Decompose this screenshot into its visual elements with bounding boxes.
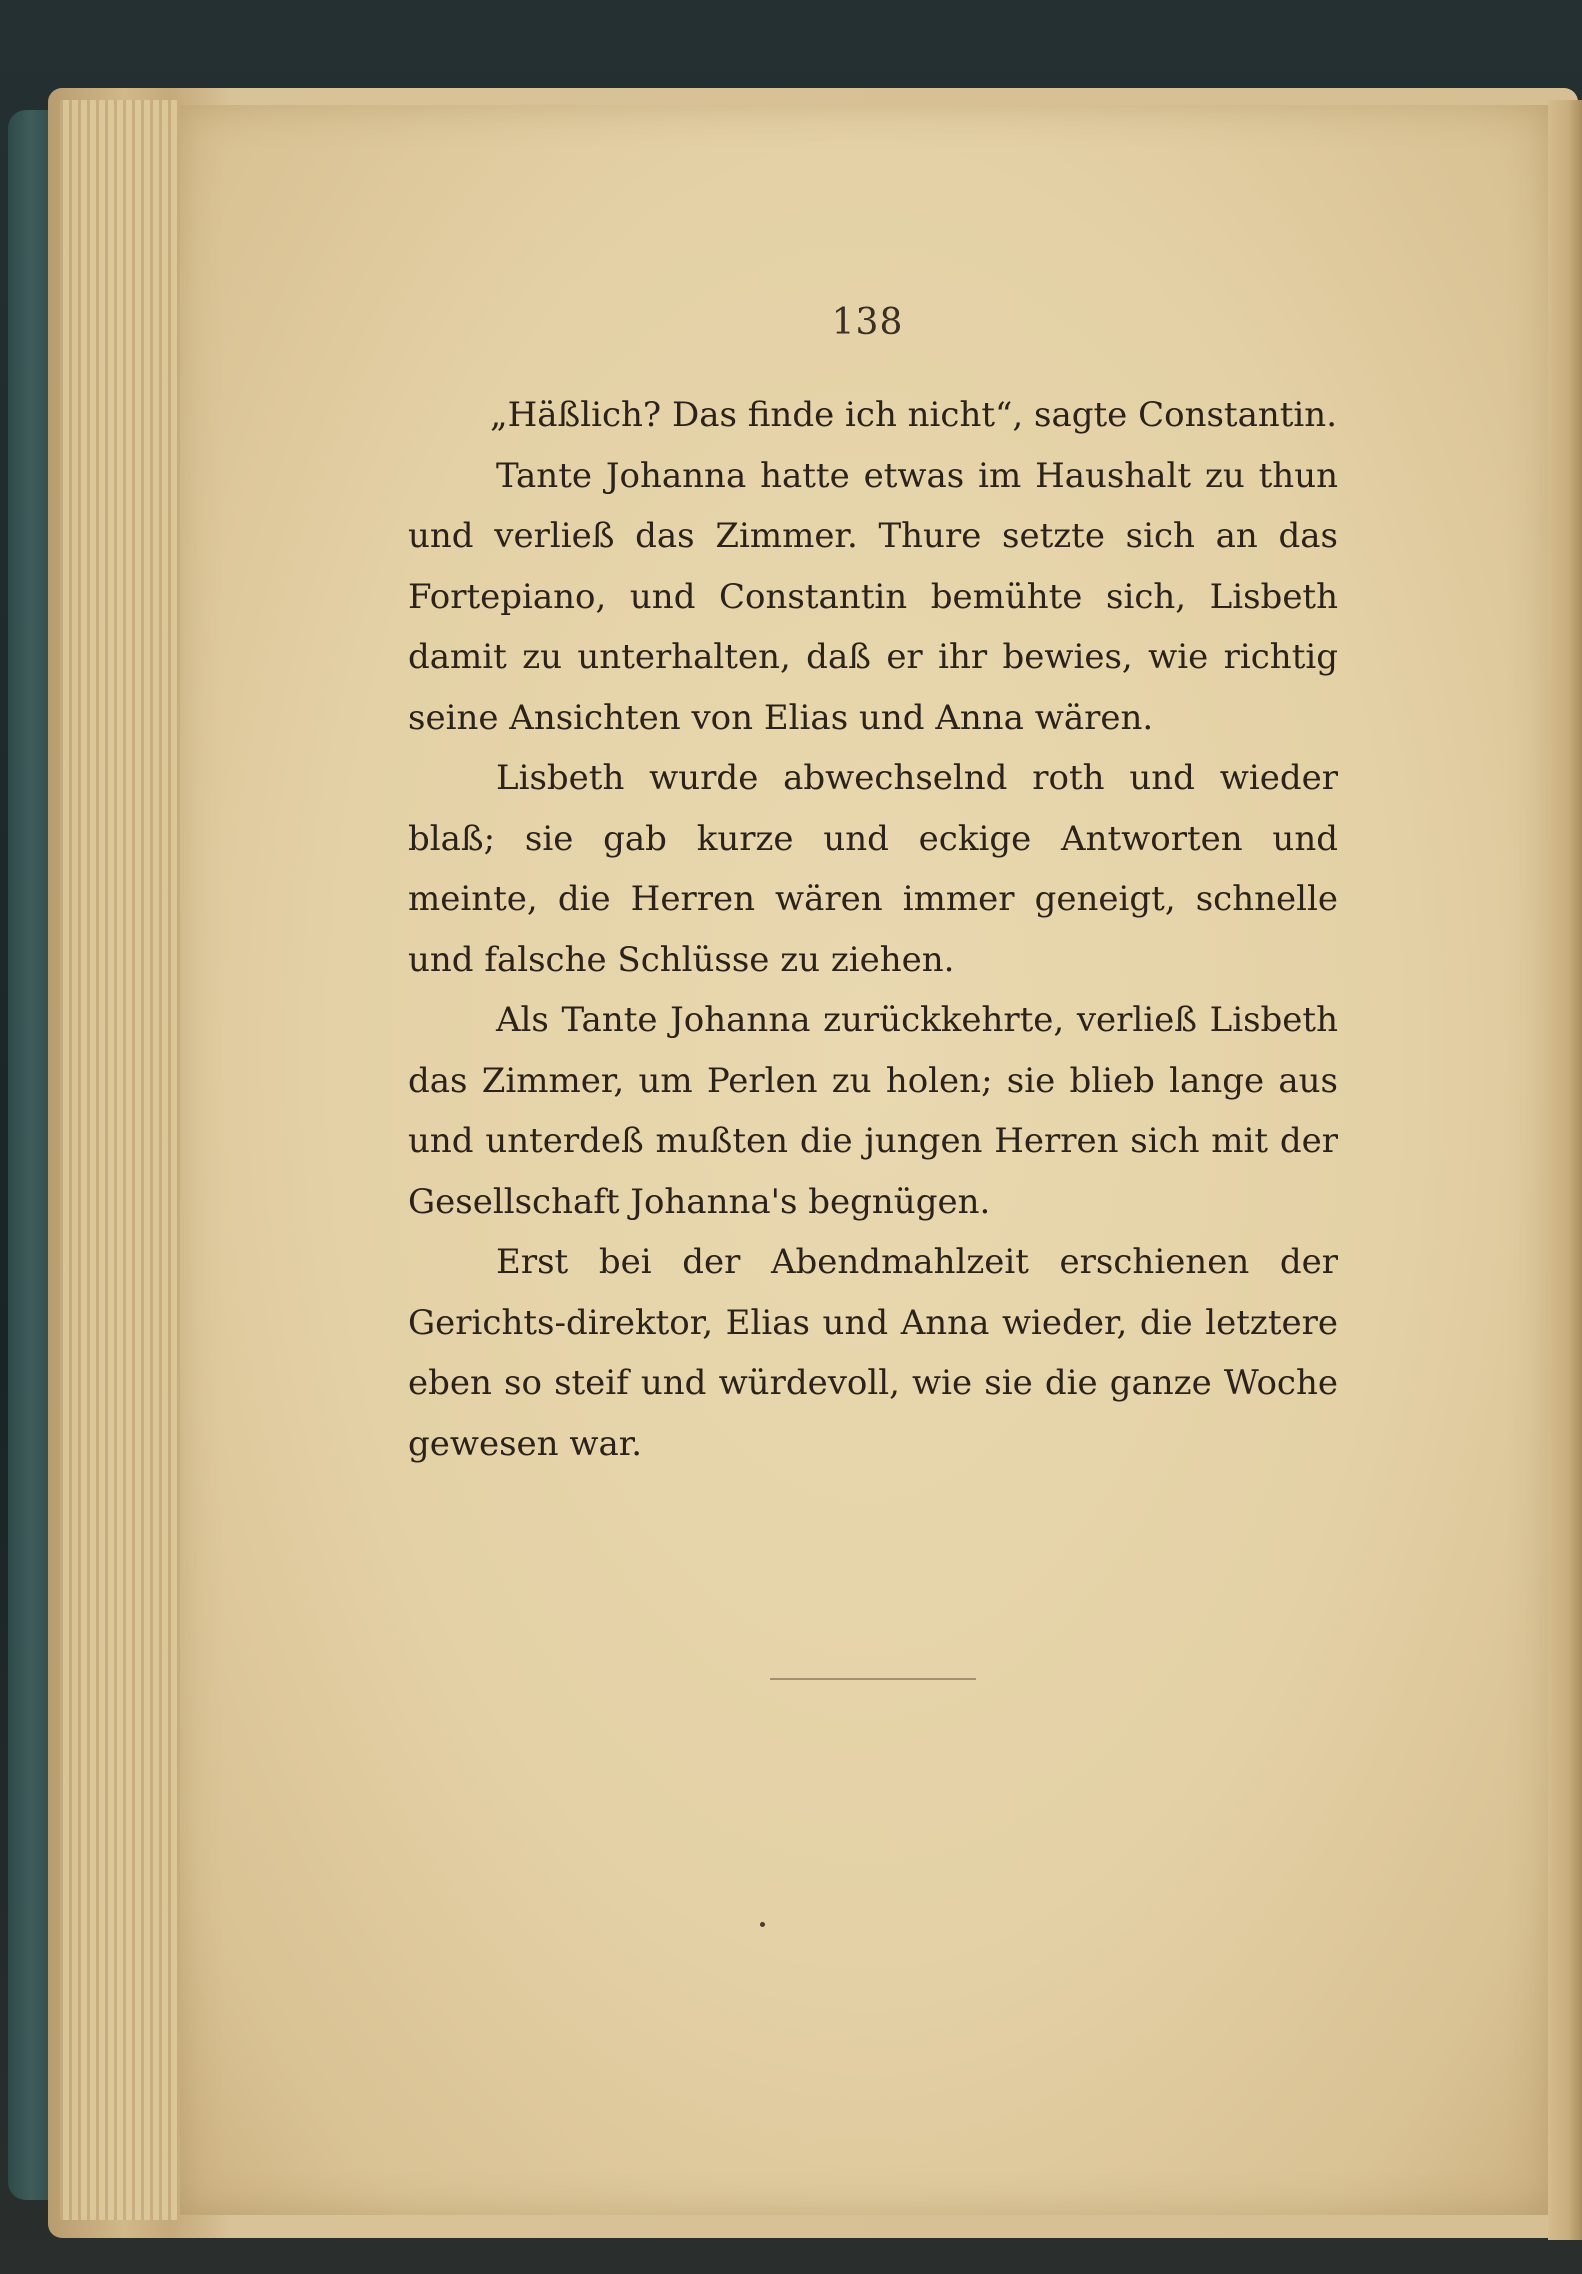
body-text xyxy=(408,385,1338,1474)
right-page-edge xyxy=(1548,100,1582,2240)
page-number: 138 xyxy=(831,302,904,343)
paragraph: Als Tante Johanna zurückkehrte, verließ Lisbeth das Zimmer, um Perlen zu holen; sie blieb lange aus und unterdeß mußten die jungen Herren sich mit der Gesellschaft Johanna's begnügen. xyxy=(408,1000,1338,1222)
section-divider xyxy=(770,1678,976,1680)
paragraph: Erst bei der Abendmahlzeit erschienen der Gerichts-direktor, Elias und Anna wieder, die letztere eben so steif und würdevoll, wie sie die ganze Woche gewesen war. xyxy=(408,1242,1338,1464)
paragraph: Lisbeth wurde abwechselnd roth und wieder blaß; sie gab kurze und eckige Antworten und meinte, die Herren wären immer geneigt, schnelle und falsche Schlüsse zu ziehen. xyxy=(408,758,1338,980)
page-edges xyxy=(60,100,180,2220)
ink-dot xyxy=(760,1922,765,1927)
paragraph: Tante Johanna hatte etwas im Haushalt zu thun und verließ das Zimmer. Thure setzte sich an das Fortepiano, und Constantin bemühte sich, Lisbeth damit zu unterhalten, daß er ihr bewies, wie richtig seine Ansichten von Elias und Anna wären. xyxy=(408,455,1338,738)
paragraph: „Häßlich? Das finde ich nicht“, sagte Constantin. xyxy=(490,395,1337,435)
